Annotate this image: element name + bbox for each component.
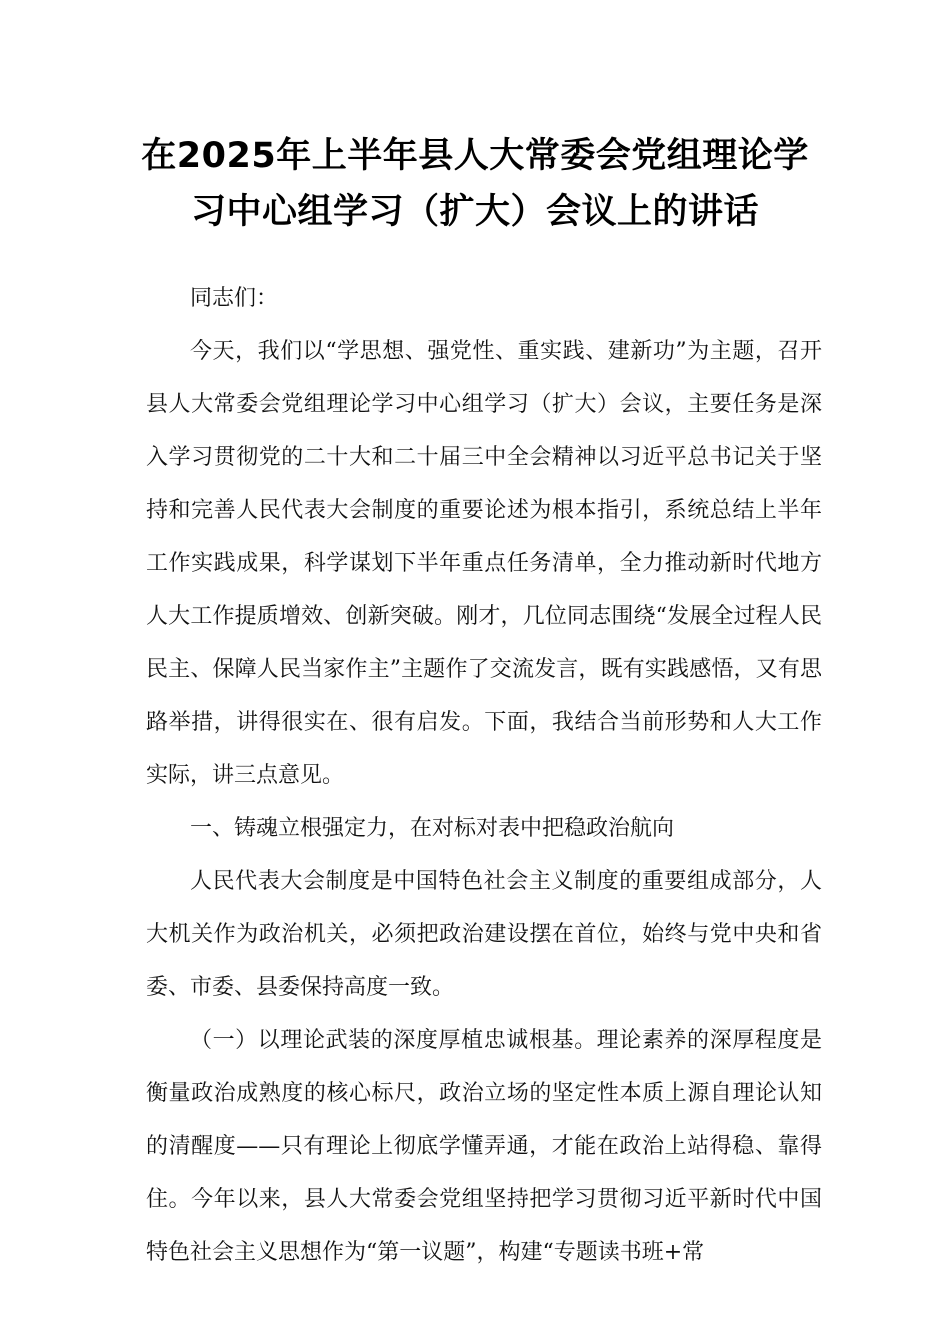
section-heading-1: 一、铸魂立根强定力，在对标对表中把稳政治航向: [190, 816, 675, 841]
document-body: [146, 272, 822, 1279]
greeting: 同志们：: [190, 286, 279, 311]
title-line-2: 习中心组学习（扩大）会议上的讲话: [190, 192, 759, 232]
paragraph-section-1: 人民代表大会制度是中国特色社会主义制度的重要组成部分，人大机关作为政治机关，必须把政治建设摆在首位，始终与党中央和省委、市委、县委保持高度一致。: [146, 869, 822, 1000]
title-line-1: 在2025年上半年县人大常委会党组理论学: [141, 136, 809, 176]
document-title: [120, 128, 830, 240]
paragraph-subsection-1: （一）以理论武装的深度厚植忠诚根基。理论素养的深厚程度是衡量政治成熟度的核心标尺，政治立场的坚定性本质上源自理论认知的清醒度——只有理论上彻底学懂弄通，才能在政治上站得稳、靠得住。今年以来，县人大常委会党组坚持把学习贯彻习近平新时代中国特色社会主义思想作为“第一议题”，构建“专题读书班+常: [146, 1028, 822, 1265]
paragraph-intro: 今天，我们以“学思想、强党性、重实践、建新功”为主题，召开县人大常委会党组理论学习中心组学习（扩大）会议，主要任务是深入学习贯彻党的二十大和二十届三中全会精神以习近平总书记关于坚持和完善人民代表大会制度的重要论述为根本指引，系统总结上半年工作实践成果，科学谋划下半年重点任务清单，全力推动新时代地方人大工作提质增效、创新突破。刚才，几位同志围绕“发展全过程人民民主、保障人民当家作主”主题作了交流发言，既有实践感悟，又有思路举措，讲得很实在、很有启发。下面，我结合当前形势和人大工作实际，讲三点意见。: [146, 339, 822, 788]
